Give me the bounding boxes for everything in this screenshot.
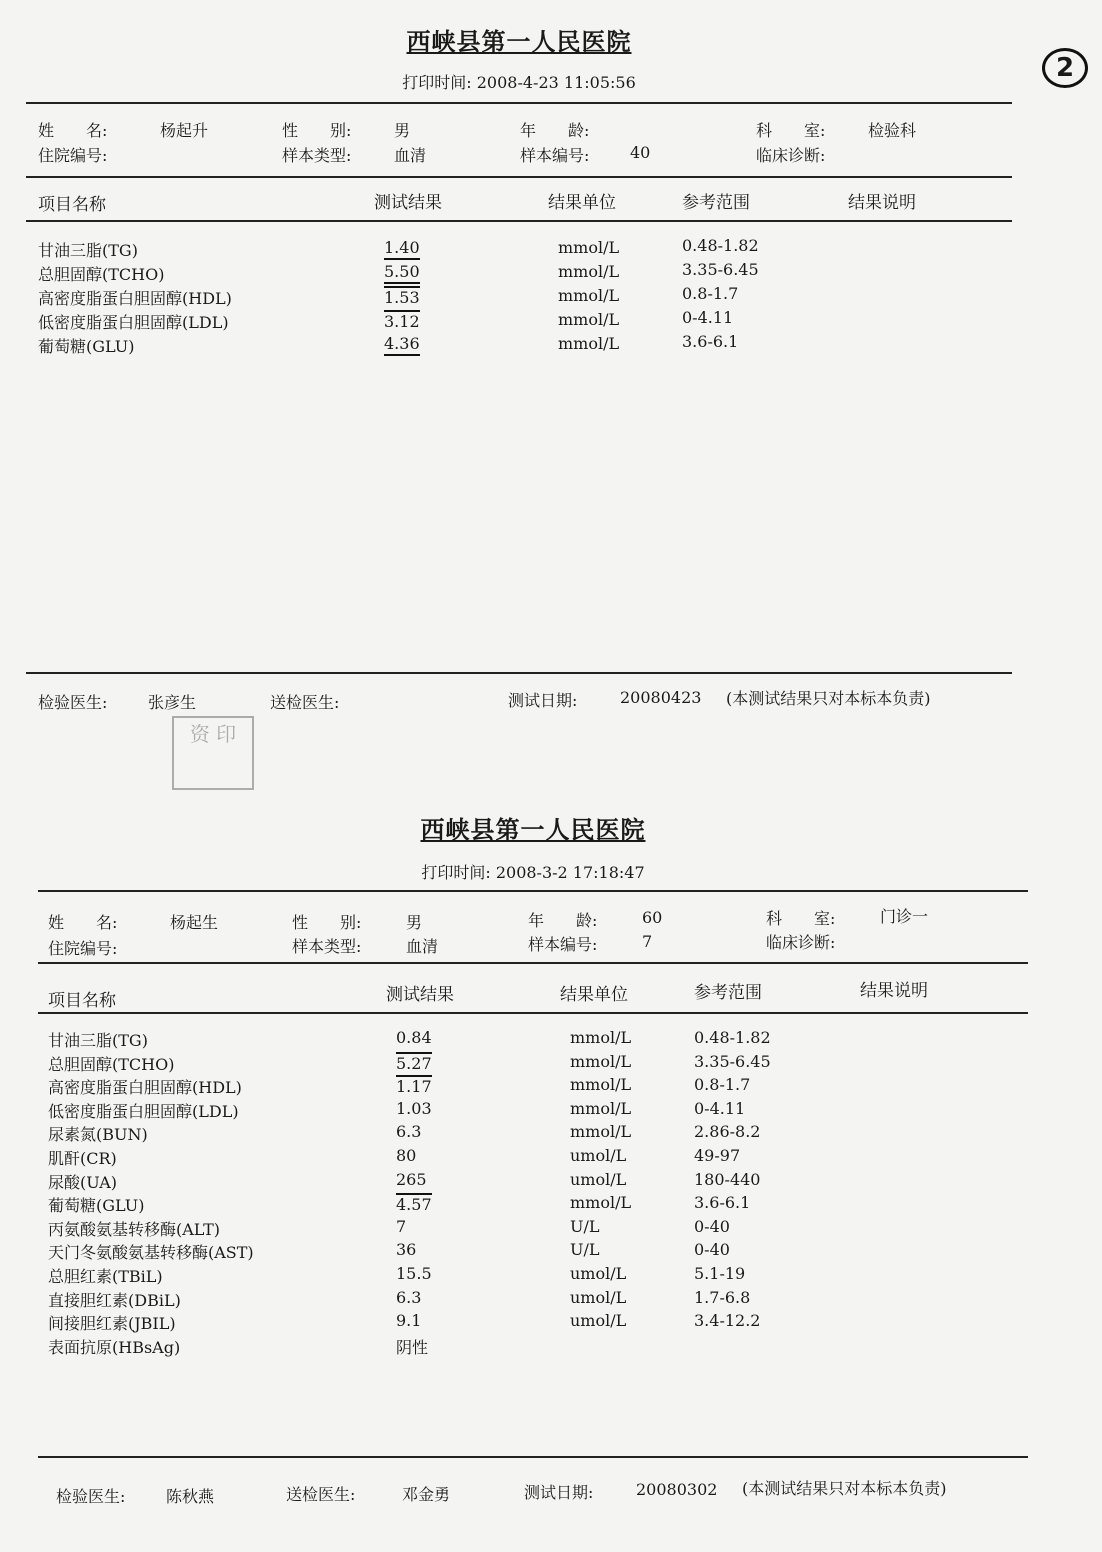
sample-no-value: 40: [630, 143, 651, 162]
diagnosis-label: 临床诊断:: [766, 933, 836, 952]
sample-no-value: 7: [642, 932, 653, 951]
item-value: 3.12: [384, 312, 420, 331]
item-ref: 0.48-1.82: [694, 1028, 771, 1047]
item-name: 葡萄糖(GLU): [48, 1196, 145, 1216]
test-date-value: 20080302: [636, 1480, 718, 1499]
item-ref: 0-40: [694, 1240, 730, 1260]
diagnosis-label: 临床诊断:: [756, 146, 826, 165]
test-date-value: 20080423: [620, 688, 702, 707]
item-unit: mmol/L: [570, 1028, 632, 1047]
item-ref: 0.8-1.7: [682, 284, 739, 303]
item-unit: mmol/L: [570, 1098, 632, 1118]
item-name: 肌酐(CR): [48, 1149, 117, 1168]
test-date-label: 测试日期:: [508, 691, 578, 710]
col-header-item: 项目名称: [38, 195, 106, 215]
item-value: 6.3: [396, 1287, 422, 1307]
item-value: 4.57: [396, 1195, 432, 1215]
item-ref: 3.6-6.1: [682, 332, 739, 351]
item-name: 高密度脂蛋白胆固醇(HDL): [48, 1078, 242, 1098]
item-value: 4.36: [384, 334, 420, 356]
col-header-ref: 参考范围: [694, 983, 762, 1003]
item-name: 低密度脂蛋白胆固醇(LDL): [48, 1101, 239, 1121]
dept-label: 科 室:: [766, 909, 836, 928]
item-name: 总胆固醇(TCHO): [48, 1054, 175, 1074]
item-name: 低密度脂蛋白胆固醇(LDL): [38, 313, 229, 332]
age-value: 60: [642, 908, 663, 927]
item-value: 36: [396, 1240, 417, 1260]
item-name: 丙氨酸氨基转移酶(ALT): [48, 1219, 221, 1239]
age-label: 年 龄:: [520, 121, 590, 140]
item-unit: mmol/L: [570, 1075, 632, 1095]
lab-doctor-label: 检验医生:: [56, 1487, 126, 1506]
item-name: 表面抗原(HBsAg): [48, 1337, 181, 1357]
item-ref: 5.1-19: [694, 1264, 746, 1283]
item-unit: U/L: [570, 1240, 600, 1260]
sample-type-label: 样本类型:: [282, 146, 352, 165]
columns-bottom-rule: [38, 1012, 1028, 1014]
item-unit: umol/L: [570, 1311, 627, 1331]
item-name: 总胆固醇(TCHO): [38, 265, 165, 284]
print-time: [26, 70, 1012, 93]
col-header-unit: 结果单位: [548, 193, 616, 213]
age-label: 年 龄:: [528, 911, 598, 930]
item-ref: 3.35-6.45: [694, 1051, 771, 1071]
footer-rule: [38, 1456, 1028, 1458]
col-header-item: 项目名称: [48, 991, 116, 1011]
print-time-value: 2008-4-23 11:05:56: [476, 73, 636, 92]
item-value: 265: [396, 1169, 427, 1189]
lab-doctor-label: 检验医生:: [38, 693, 108, 712]
print-time-label: 打印时间:: [421, 863, 491, 882]
col-header-unit: 结果单位: [560, 985, 628, 1005]
col-header-note: 结果说明: [860, 981, 928, 1001]
hospital-title: 西峡县第一人民医院: [406, 27, 632, 56]
sample-no-label: 样本编号:: [528, 935, 598, 954]
dept-value: 门诊一: [880, 907, 929, 926]
responsibility-note: (本测试结果只对本标本负责): [742, 1479, 947, 1498]
item-ref: 3.35-6.45: [682, 260, 759, 279]
header-rule: [26, 102, 1012, 104]
lab-doctor-name: 张彦生: [148, 693, 197, 712]
item-value: 1.53: [384, 288, 420, 307]
gender-value: 男: [394, 121, 411, 140]
item-value: 阴性: [396, 1337, 429, 1357]
responsibility-note: (本测试结果只对本标本负责): [726, 689, 931, 708]
item-name: 总胆红素(TBiL): [48, 1267, 163, 1286]
item-ref: 180-440: [694, 1169, 761, 1189]
test-date-label: 测试日期:: [524, 1483, 594, 1502]
item-name: 甘油三脂(TG): [38, 241, 138, 260]
dept-label: 科 室:: [756, 121, 826, 140]
item-ref: 0.48-1.82: [682, 236, 759, 255]
admission-label: 住院编号:: [48, 939, 118, 958]
lab-report-1: [26, 0, 1012, 740]
item-ref: 3.4-12.2: [694, 1311, 761, 1331]
item-ref: 0-4.11: [694, 1098, 746, 1118]
item-ref: 2.86-8.2: [694, 1122, 761, 1142]
item-value: 0.84: [396, 1028, 432, 1047]
item-ref: 0-40: [694, 1216, 730, 1236]
item-unit: U/L: [570, 1216, 600, 1236]
sender-doctor-label: 送检医生:: [270, 693, 340, 712]
col-header-ref: 参考范围: [682, 193, 750, 213]
item-ref: 49-97: [694, 1146, 741, 1165]
columns-top-rule: [26, 176, 1012, 178]
col-header-result: 测试结果: [386, 985, 454, 1005]
name-value: 杨起生: [170, 913, 219, 932]
item-unit: umol/L: [570, 1287, 627, 1307]
sample-type-value: 血清: [394, 146, 427, 165]
col-header-note: 结果说明: [848, 193, 916, 213]
item-unit: umol/L: [570, 1264, 627, 1283]
item-name: 高密度脂蛋白胆固醇(HDL): [38, 289, 232, 308]
item-name: 天门冬氨酸氨基转移酶(AST): [48, 1243, 254, 1263]
item-unit: mmol/L: [558, 262, 620, 281]
columns-top-rule: [38, 962, 1028, 964]
page-number-mark: 2: [1042, 48, 1088, 88]
print-time-label: 打印时间:: [402, 73, 472, 92]
item-name: 直接胆红素(DBiL): [48, 1290, 181, 1310]
col-header-result: 测试结果: [374, 193, 442, 213]
item-unit: mmol/L: [558, 286, 620, 305]
item-value: 1.40: [384, 238, 420, 260]
print-time-value: 2008-3-2 17:18:47: [495, 863, 645, 882]
gender-label: 性 别:: [282, 121, 352, 140]
item-ref: 0-4.11: [682, 308, 734, 327]
item-value: 80: [396, 1146, 417, 1165]
admission-label: 住院编号:: [38, 146, 108, 165]
item-unit: mmol/L: [570, 1193, 632, 1213]
item-unit: mmol/L: [558, 334, 620, 353]
name-label: 姓 名:: [48, 913, 118, 932]
header-rule: [38, 890, 1028, 892]
item-unit: umol/L: [570, 1146, 627, 1165]
item-name: 尿酸(UA): [48, 1172, 118, 1192]
item-name: 甘油三脂(TG): [48, 1031, 148, 1050]
item-ref: 1.7-6.8: [694, 1287, 751, 1307]
name-label: 姓 名:: [38, 121, 108, 140]
item-value: 9.1: [396, 1311, 422, 1331]
item-unit: mmol/L: [558, 238, 620, 257]
footer-rule: [26, 672, 1012, 674]
item-value: 1.17: [396, 1077, 432, 1097]
item-unit: umol/L: [570, 1169, 627, 1189]
sample-type-label: 样本类型:: [292, 937, 362, 956]
print-time: [38, 860, 1028, 883]
item-value: 7: [396, 1216, 407, 1236]
item-unit: mmol/L: [570, 1051, 632, 1071]
item-value: 6.3: [396, 1122, 422, 1142]
sender-doctor-name: 邓金勇: [402, 1485, 451, 1504]
item-unit: mmol/L: [570, 1122, 632, 1142]
name-value: 杨起升: [160, 121, 209, 140]
sample-no-label: 样本编号:: [520, 146, 590, 165]
official-stamp: 资 印: [172, 716, 254, 790]
sender-doctor-label: 送检医生:: [286, 1485, 356, 1504]
lab-doctor-name: 陈秋燕: [166, 1487, 215, 1506]
item-name: 尿素氮(BUN): [48, 1125, 148, 1145]
gender-value: 男: [406, 913, 423, 932]
item-ref: 3.6-6.1: [694, 1193, 751, 1213]
item-name: 间接胆红素(JBIL): [48, 1314, 176, 1334]
item-name: 葡萄糖(GLU): [38, 337, 135, 356]
item-ref: 0.8-1.7: [694, 1075, 751, 1095]
item-value: 5.50: [384, 262, 420, 284]
item-value: 15.5: [396, 1264, 432, 1283]
columns-bottom-rule: [26, 220, 1012, 222]
item-value: 5.27: [396, 1053, 432, 1073]
hospital-title: 西峡县第一人民医院: [420, 815, 646, 844]
lab-report-2: [38, 800, 1028, 1540]
item-unit: mmol/L: [558, 310, 620, 329]
item-value: 1.03: [396, 1098, 432, 1118]
dept-value: 检验科: [868, 121, 917, 140]
gender-label: 性 别:: [292, 913, 362, 932]
sample-type-value: 血清: [406, 937, 439, 956]
